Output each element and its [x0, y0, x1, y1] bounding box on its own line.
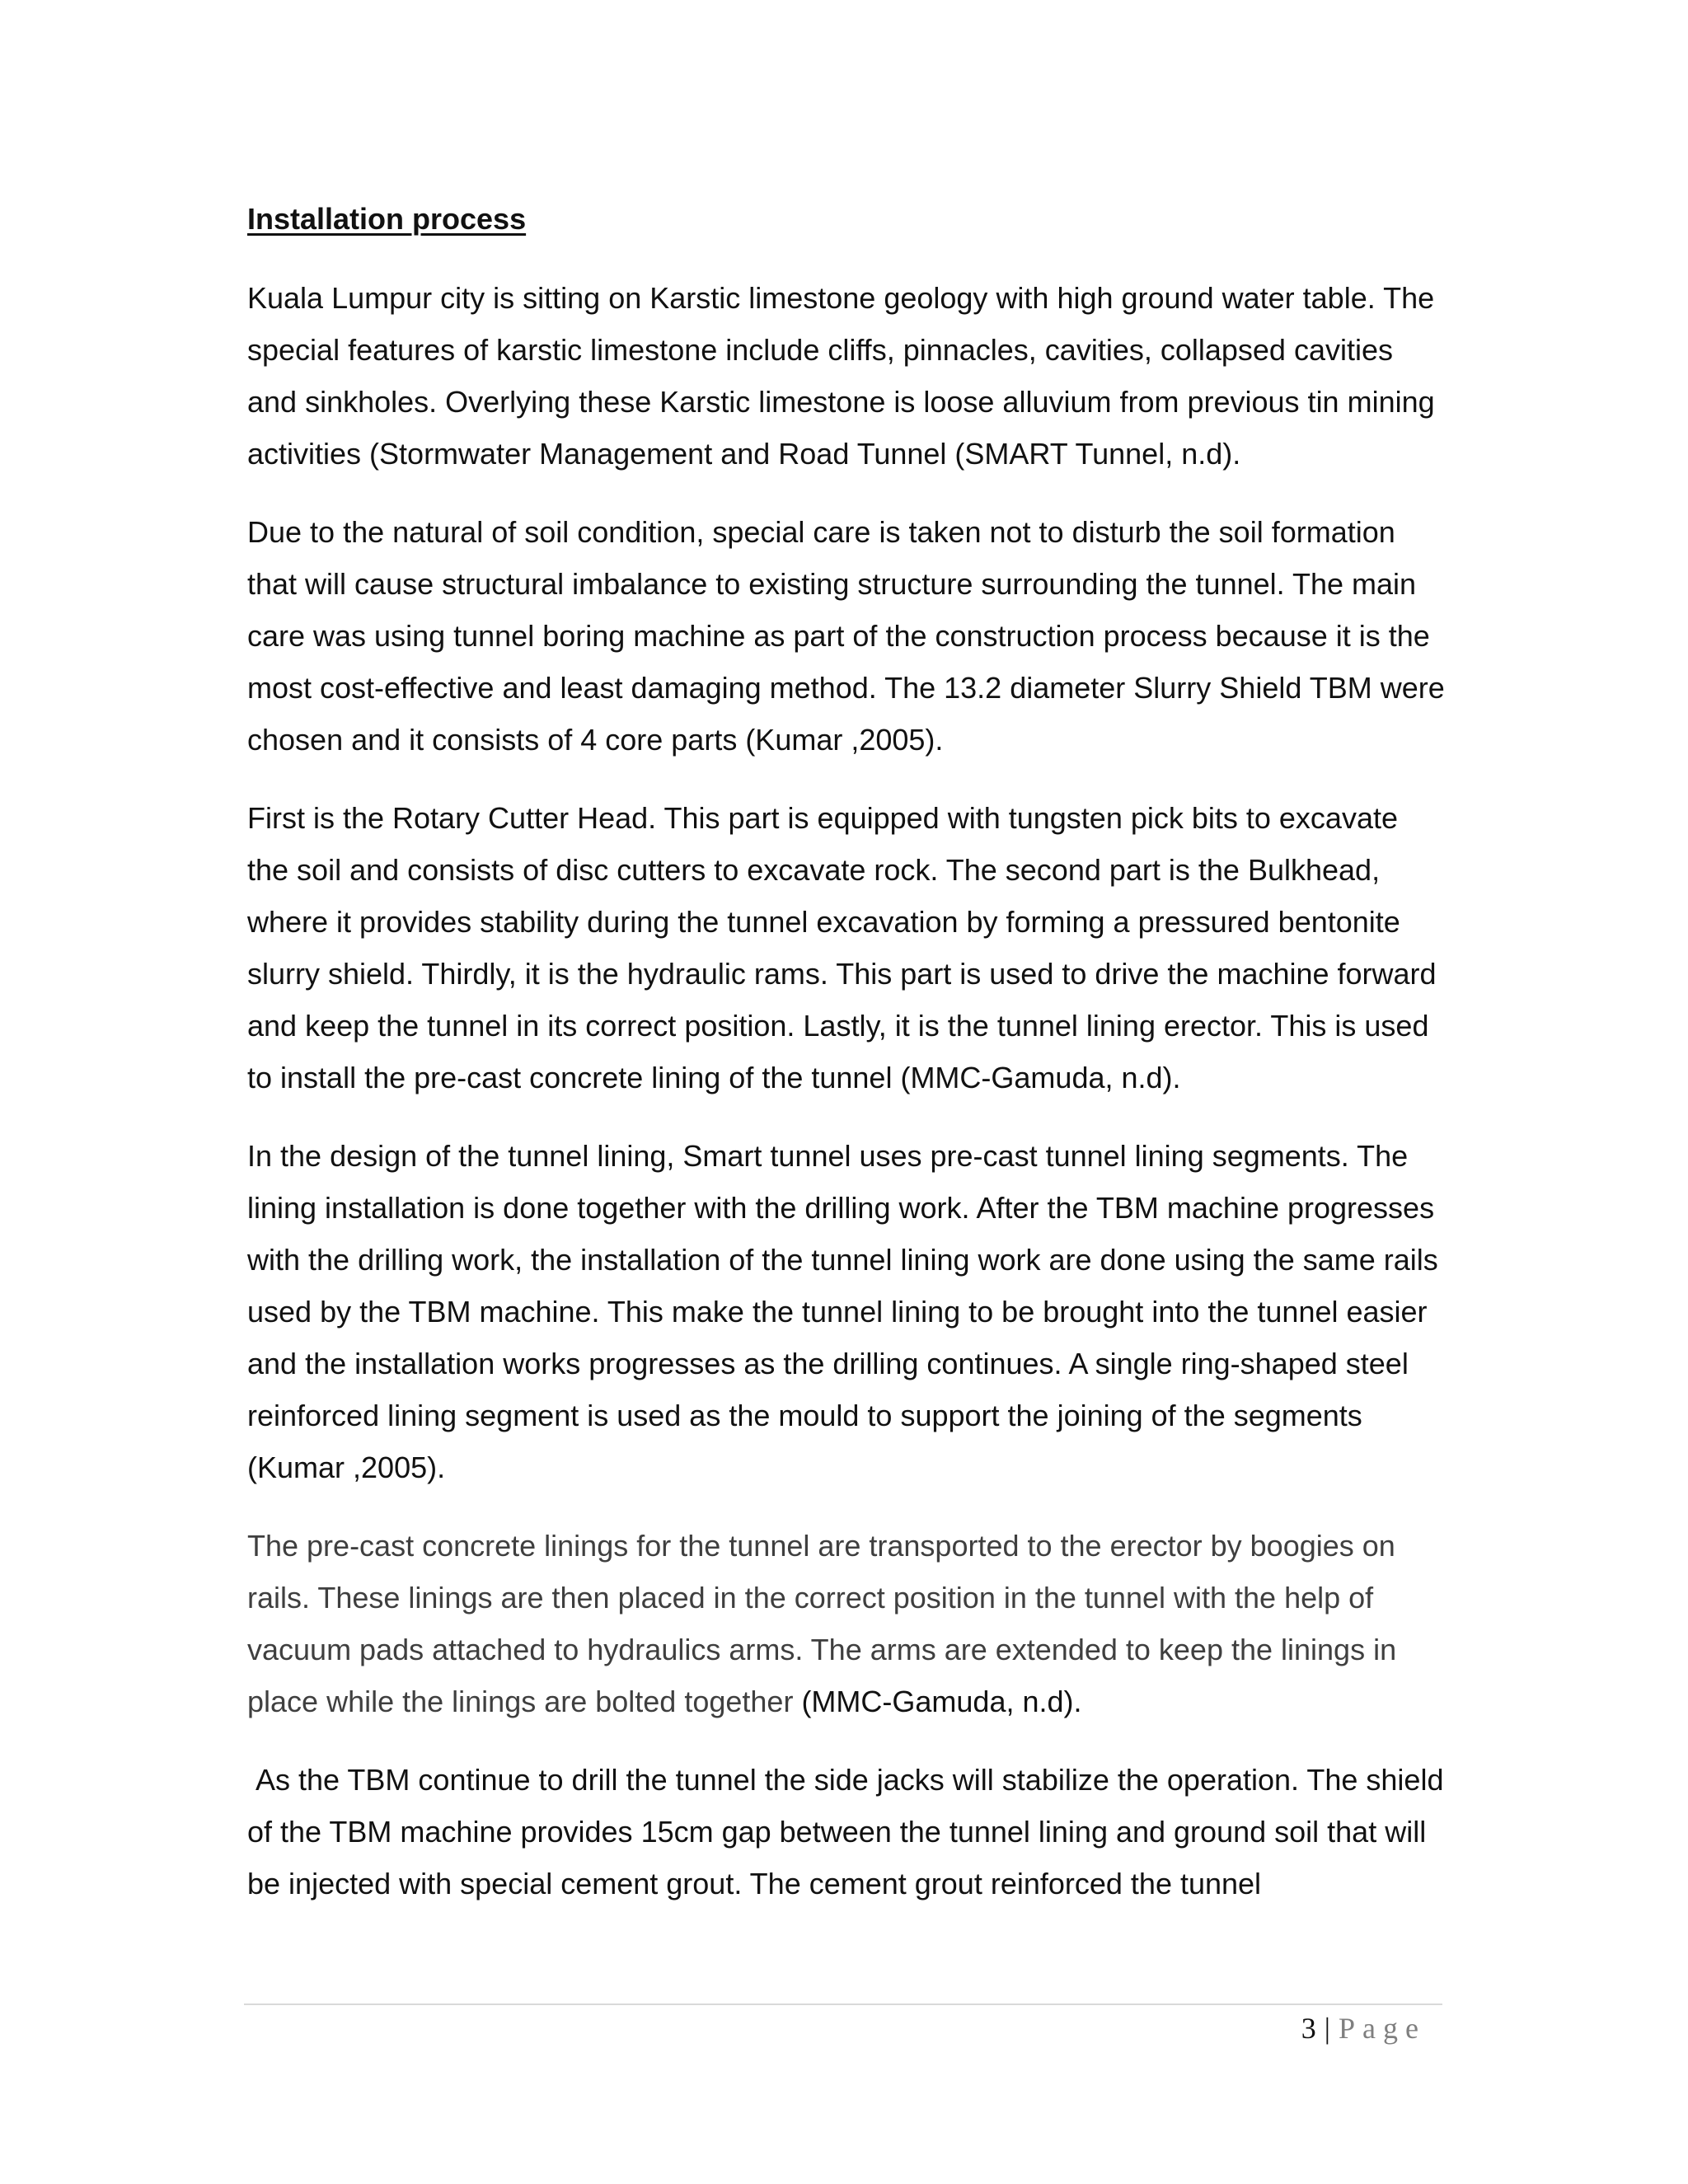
paragraph-soil-condition: Due to the natural of soil condition, special care is taken not to disturb the soil formation that will cause structural imbalance to existing structure surrounding the tunnel. The main care was using tunnel boring machine as part of the construction process because it is the most cost-effective and least damaging method. The 13.2 diameter Slurry Shield TBM were chosen and it consists of 4 core parts (Kumar ,2005).: [247, 515, 1445, 757]
paragraph-tbm-parts: First is the Rotary Cutter Head. This part is equipped with tungsten pick bits to excavate the soil and consists of disc cutters to excavate rock. The second part is the Bulkhead, where it provides stability during the tunnel excavation by forming a pressured bentonite slurry shield. Thirdly, it is the hydraulic rams. This part is used to drive the machine forward and keep the tunnel in its correct position. Lastly, it is the tunnel lining erector. This is used to install the pre-cast concrete lining of the tunnel (MMC-Gamuda, n.d).: [247, 801, 1437, 1094]
paragraph-geology: Kuala Lumpur city is sitting on Karstic limestone geology with high ground water table. The special features of karstic limestone include cliffs, pinnacles, cavities, collapsed cavities and sinkholes. Overlying these Karstic limestone is loose alluvium from previous tin mining activities (Stormwater Management and Road Tunnel (SMART Tunnel, n.d).: [247, 281, 1435, 471]
page-number: 3: [1301, 2012, 1316, 2045]
footer-divider: [244, 2004, 1442, 2005]
paragraph-tunnel-lining: In the design of the tunnel lining, Smart tunnel uses pre-cast tunnel lining segments. The lining installation is done together with the drilling work. After the TBM machine progresses with the drilling work, the installation of the tunnel lining work are done using the same rails used by the TBM machine. This make the tunnel lining to be brought into the tunnel easier and the installation works progresses as the drilling continues. A single ring-shaped steel reinforced lining segment is used as the mould to support the joining of the segments (Kumar ,2005).: [247, 1139, 1438, 1484]
paragraph-lining-transport-text: The pre-cast concrete linings for the tunnel are transported to the erector by boogies on rails. These linings are then placed in the correct position in the tunnel with the help of vacuum pads attached to hydraulics arms. The arms are extended to keep the linings in place while the linings are bolted together: [247, 1529, 1397, 1718]
footer-separator: |: [1324, 2012, 1331, 2045]
page-label: Page: [1339, 2012, 1426, 2045]
paragraph-side-jacks: As the TBM continue to drill the tunnel the side jacks will stabilize the operation. The shield of the TBM machine provides 15cm gap between the tunnel lining and ground soil that will be injected with special cement grout. The cement grout reinforced the tunnel: [247, 1763, 1452, 1900]
section-heading: Installation process: [247, 202, 527, 236]
citation: (MMC-Gamuda, n.d).: [801, 1685, 1082, 1718]
page-footer: [1301, 2004, 1426, 2052]
document-body: [247, 193, 1452, 1936]
paragraph-lining-transport: [247, 1520, 1447, 1727]
